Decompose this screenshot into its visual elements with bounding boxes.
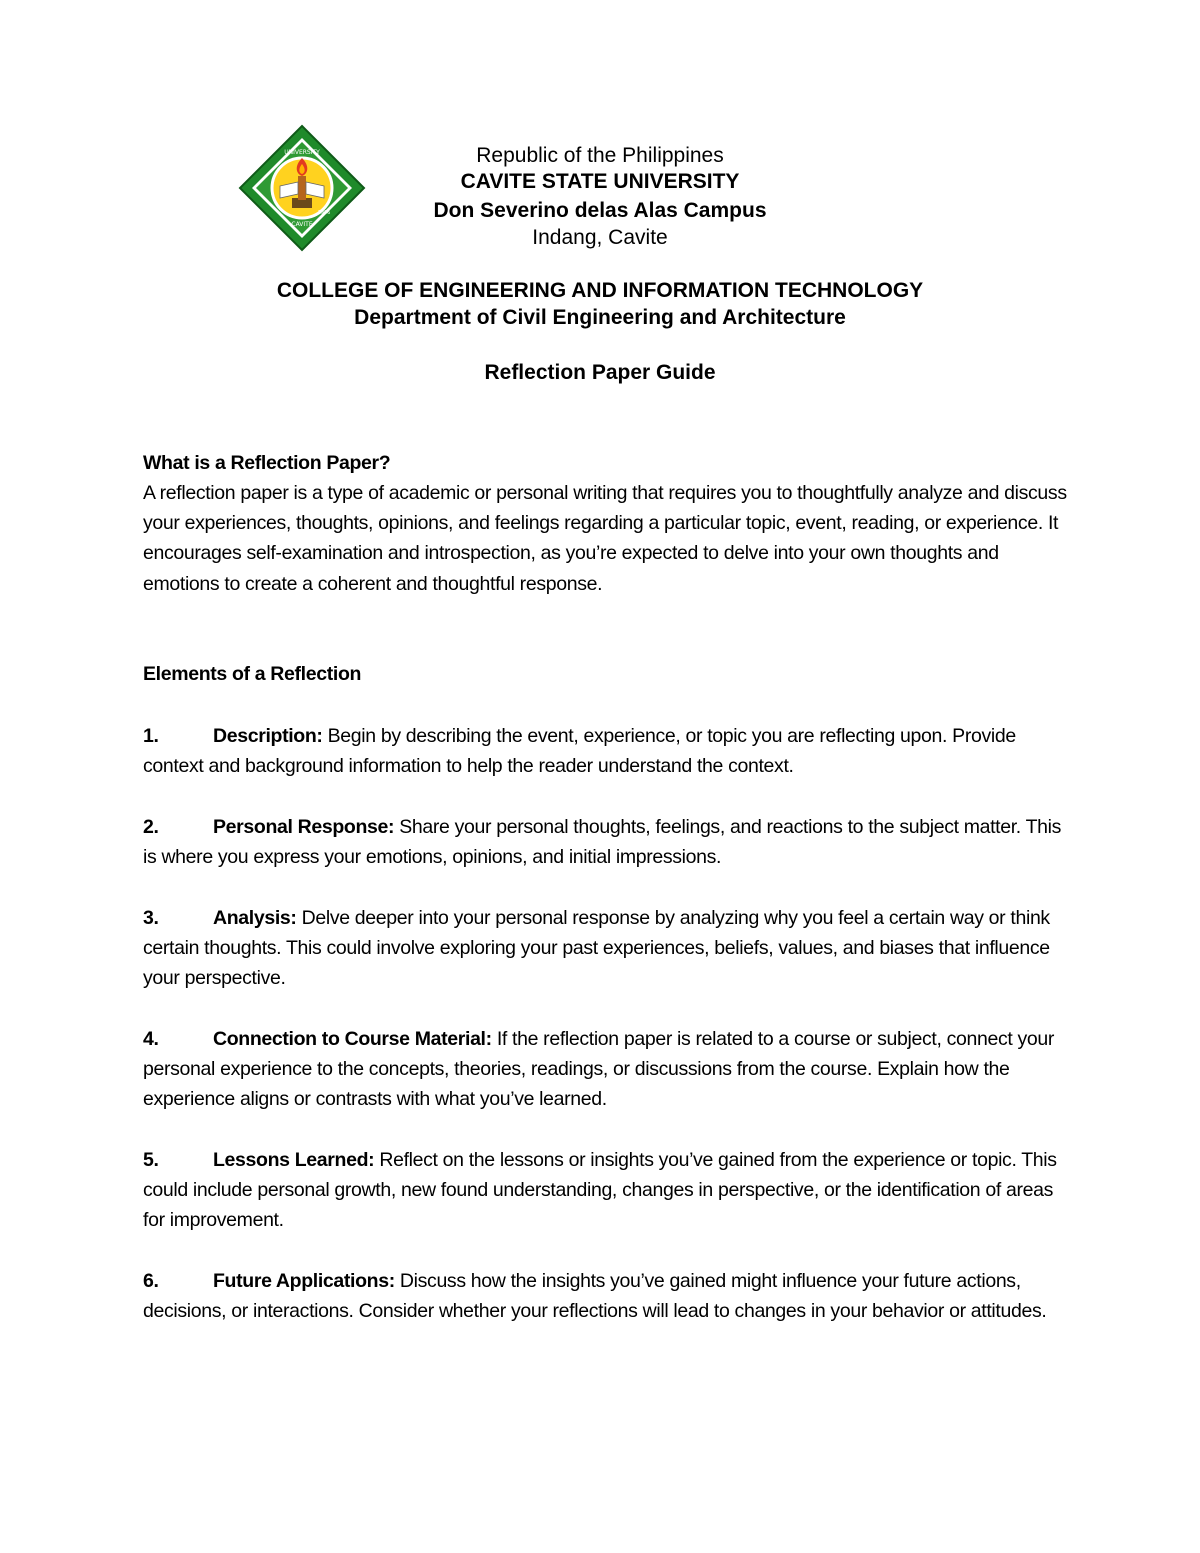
list-item-text: Share your personal thoughts, feelings, and reactions to the subject matter. This is where you express your emotions, opinions, and initial impressions.	[143, 816, 1062, 869]
list-item-term: Analysis:	[213, 907, 297, 929]
list-item-term: Personal Response:	[213, 816, 395, 838]
list-item-term: Lessons Learned:	[213, 1149, 375, 1171]
svg-text:CAVITE: CAVITE	[291, 221, 313, 228]
list-item-text: Reflect on the lessons or insights you’ve gained from the experience or topic. This could include personal growth, new found understanding, changes in perspective, or the identification of areas for improvement.	[143, 1149, 1057, 1232]
intro-heading: What is a Reflection Paper?	[143, 452, 391, 474]
elements-heading: Elements of a Reflection	[143, 663, 362, 685]
list-item-number: 1.	[143, 725, 159, 747]
list-item-number: 2.	[143, 816, 159, 838]
list-item-number: 3.	[143, 907, 159, 929]
list-item-term: Future Applications:	[213, 1270, 395, 1292]
list-item	[143, 903, 1073, 994]
intro-paragraph: A reflection paper is a type of academic or personal writing that requires you to thoughtfully analyze and discuss your experiences, thoughts, opinions, and feelings regarding a particular topic, event, reading, or experience. It encourages self-examination and introspection, as you’re expected to delve into your own thoughts and emotions to create a coherent and thoughtful response.	[143, 482, 1067, 595]
republic-line: Republic of the Philippines	[476, 144, 724, 167]
svg-text:UNIVERSITY: UNIVERSITY	[284, 149, 320, 156]
list-item	[143, 812, 1073, 872]
list-item-number: 4.	[143, 1028, 159, 1050]
campus-name: Don Severino delas Alas Campus	[433, 199, 767, 222]
document-title: Reflection Paper Guide	[484, 361, 716, 384]
list-item	[143, 1024, 1073, 1115]
svg-text:1906: 1906	[317, 210, 331, 216]
list-item-text: Begin by describing the event, experience, or topic you are reflecting upon. Provide context and background information to help the reader understand the context.	[143, 725, 1016, 778]
list-item-number: 6.	[143, 1270, 159, 1292]
list-item-text: Delve deeper into your personal response by analyzing why you feel a certain way or think certain thoughts. This could involve exploring your past experiences, beliefs, values, and biases that influence your perspective.	[143, 907, 1050, 990]
list-item-number: 5.	[143, 1149, 159, 1171]
list-item-term: Connection to Course Material:	[213, 1028, 492, 1050]
list-item	[143, 1145, 1073, 1236]
university-name: CAVITE STATE UNIVERSITY	[460, 170, 740, 193]
list-item-text: If the reflection paper is related to a course or subject, connect your personal experience to the concepts, theories, readings, or discussions from the course. Explain how the experience aligns or contrasts with what you’ve learned.	[143, 1028, 1055, 1111]
college-name: COLLEGE OF ENGINEERING AND INFORMATION TECHNOLOGY	[276, 279, 924, 302]
list-item-text: Discuss how the insights you’ve gained might influence your future actions, decisions, or interactions. Consider whether your reflections will lead to changes in your behavior or attitudes.	[143, 1270, 1047, 1323]
list-item	[143, 1266, 1073, 1326]
campus-location: Indang, Cavite	[532, 226, 668, 249]
list-item-term: Description:	[213, 725, 323, 747]
department-name: Department of Civil Engineering and Architecture	[354, 306, 846, 329]
list-item	[143, 721, 1073, 781]
